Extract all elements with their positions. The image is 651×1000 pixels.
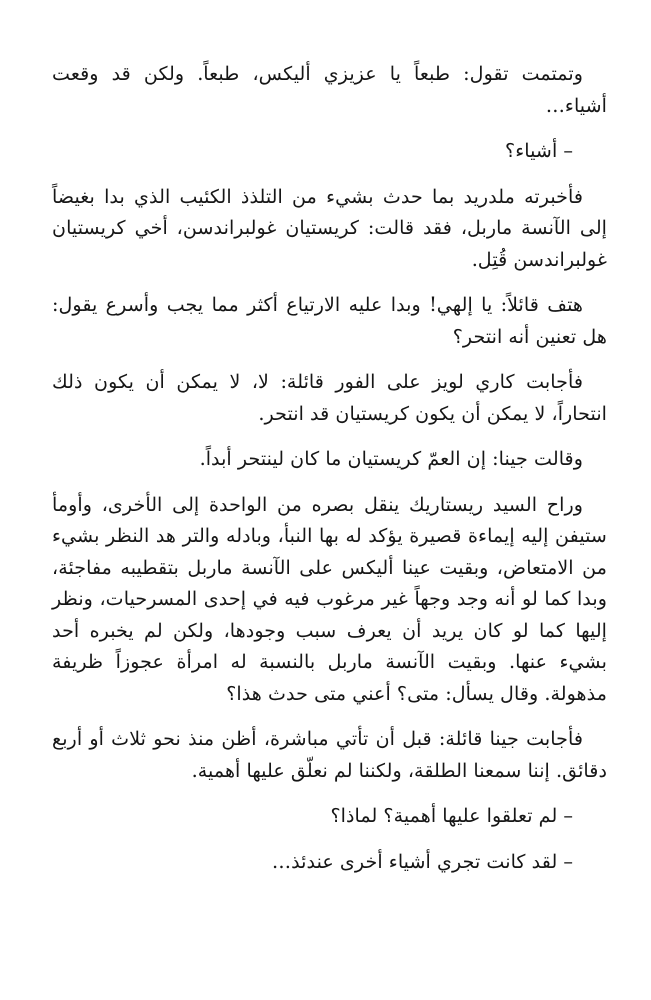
book-page [52,58,607,891]
paragraph-5: فأجابت كاري لويز على الفور قائلة: لا، لا يمكن أن يكون ذلك انتحاراً، لا يمكن أن يكون كريستيان قد انتحر. [52,370,607,425]
paragraph-6: وقالت جينا: إن العمّ كريستيان ما كان لينتحر أبداً. [199,447,583,470]
paragraph-1: وتمتمت تقول: طبعاً يا عزيزي أليكس، طبعاً. ولكن قد وقعت أشياء… [52,62,607,117]
paragraph-4: هتف قائلاً: يا إلهي! وبدا عليه الارتياع أكثر مما يجب وأسرع يقول: هل تعنين أنه انتحر؟ [52,293,607,348]
paragraph-3: فأخبرته ملدريد بما حدث بشيء من التلذذ الكئيب الذي بدا بغيضاً إلى الآنسة ماربل، فقد قالت: كريستيان غولبراندسن، أخي كريستيان غولبراندسن قُتِل. [52,184,607,271]
paragraph-8: فأجابت جينا قائلة: قبل أن تأتي مباشرة، أظن منذ نحو ثلاث أو أربع دقائق. إننا سمعنا الطلقة، ولكننا لم نعلّق عليها أهمية. [52,727,607,782]
paragraph-9-dialogue: – لم تعلقوا عليها أهمية؟ لماذا؟ [330,804,573,827]
paragraph-7: وراح السيد ريستاريك ينقل بصره من الواحدة إلى الأخرى، وأومأ ستيفن إليه إيماءة قصيرة يؤكد له بها النبأ، وبادله والتر هد النظر بشيء من الامتعاض، وبقيت عينا أليكس على الآنسة ماربل بتقطيبه مفاجئة، وبدا كما لو أنه وجد وجهاً غير مرغوب فيه في إحدى المسرحيات، ونظر إليها كما لو كان يريد أن يعرف سبب وجودها، ولكن لم يخبره أحد بشيء عنها. وبقيت الآنسة ماربل بالنسبة له امرأة عجوزاً ظريفة مذهولة. وقال يسأل: متى؟ أعني متى حدث هذا؟ [52,492,607,705]
paragraph-10-dialogue: – لقد كانت تجري أشياء أخرى عندئذ… [271,849,573,873]
paragraph-2-dialogue: – أشياء؟ [505,139,573,162]
